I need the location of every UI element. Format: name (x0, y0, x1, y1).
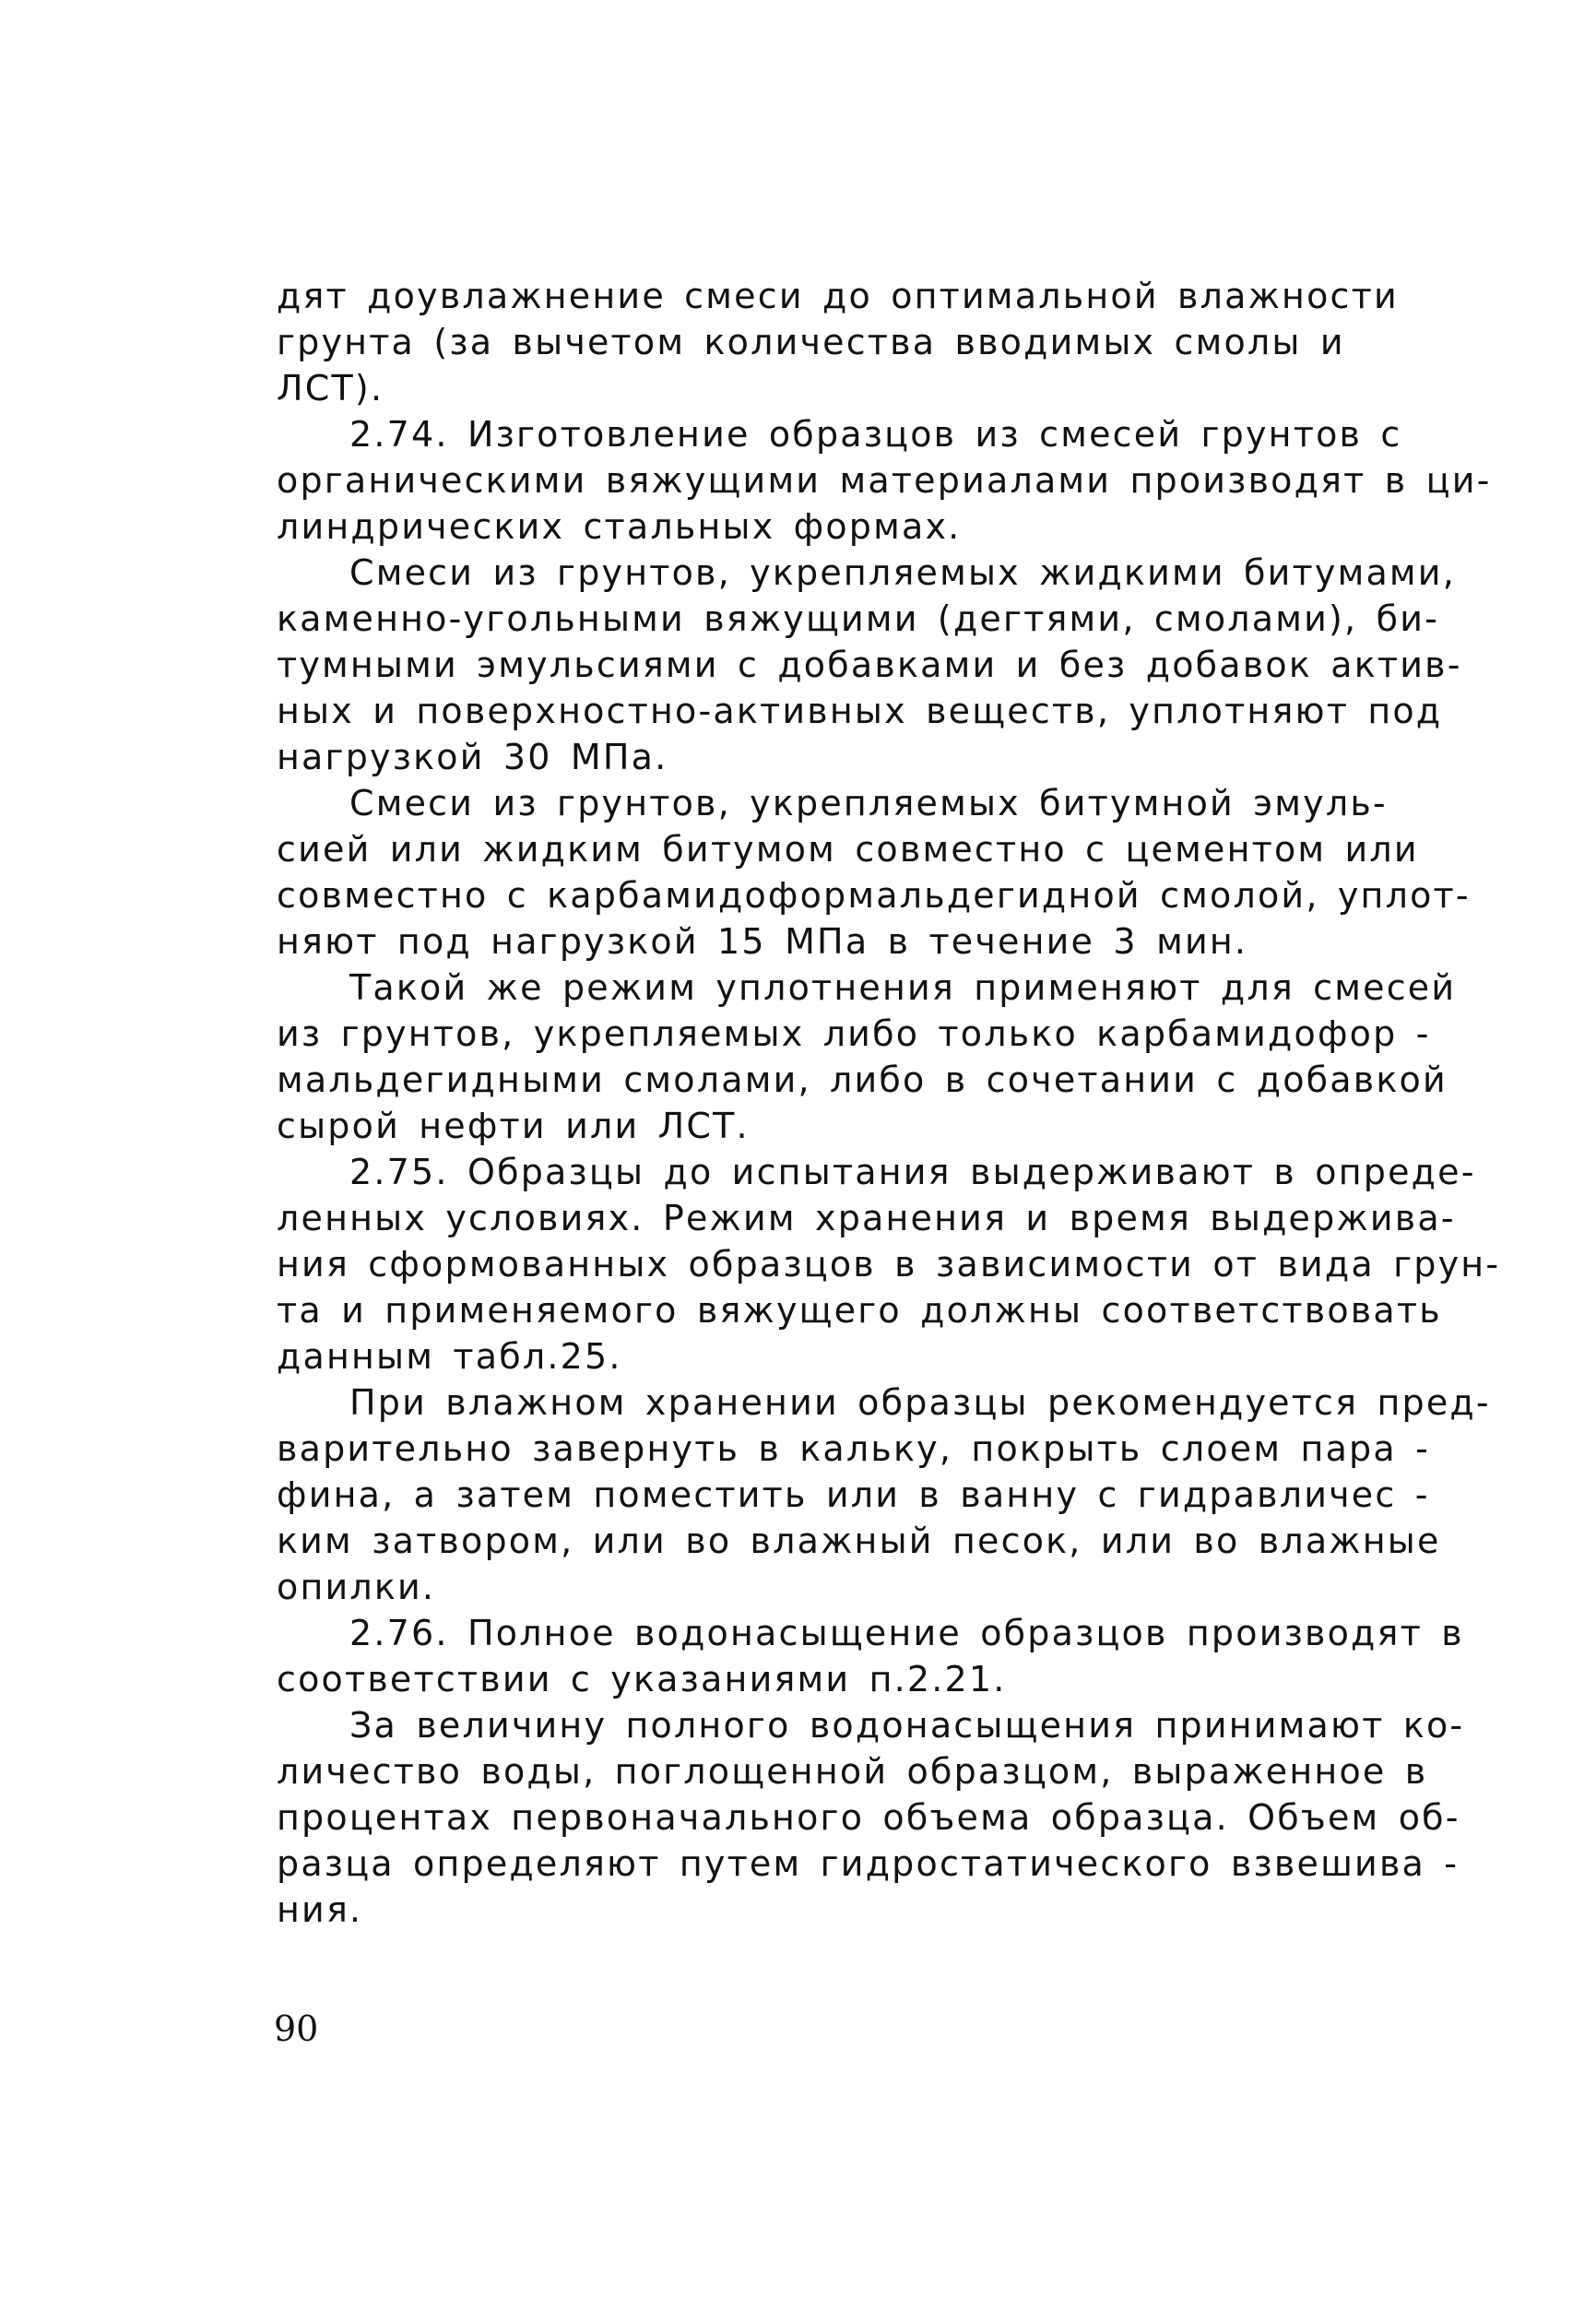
text-line: разца определяют путем гидростатического взвешива - (277, 1843, 1460, 1884)
text-line: фина, а затем поместить или в ванну с гидравличес - (277, 1474, 1430, 1515)
text-line: из грунтов, укрепляемых либо только карбамидофор - (277, 1013, 1431, 1054)
paragraph-start: Смеси из грунтов, укрепляемых жидкими битумами, (349, 552, 1456, 593)
text-line: ленных условиях. Режим хранения и время выдержива- (277, 1198, 1456, 1238)
text-line: дят доувлажнение смеси до оптимальной влажности (277, 276, 1399, 316)
text-line: ким затвором, или во влажный песок, или во влажные (277, 1521, 1441, 1561)
paragraph-2-75-start: 2.75. Образцы до испытания выдерживают в опреде- (349, 1152, 1476, 1192)
text-line: каменно-угольными вяжущими (дегтями, смолами), би- (277, 598, 1440, 639)
body-text (277, 273, 1503, 1933)
text-line: ЛСТ). (277, 368, 384, 408)
paragraph-2-76-start: 2.76. Полное водонасыщение образцов производят в (349, 1613, 1464, 1653)
text-line: соответствии с указаниями п.2.21. (277, 1659, 1007, 1699)
text-line: линдрических стальных формах. (277, 506, 962, 547)
text-line: сырой нефти или ЛСТ. (277, 1106, 750, 1146)
text-line: ных и поверхностно-активных веществ, уплотняют под (277, 691, 1443, 731)
text-line: ния сформованных образцов в зависимости от вида грун- (277, 1244, 1501, 1285)
paragraph-2-74-start: 2.74. Изготовление образцов из смесей грунтов с (349, 414, 1402, 455)
paragraph-start: Смеси из грунтов, укрепляемых битумной эмуль- (349, 783, 1388, 823)
text-line: варительно завернуть в кальку, покрыть слоем пара - (277, 1428, 1431, 1469)
page-number: 90 (274, 2008, 319, 2049)
text-line: совместно с карбамидоформальдегидной смолой, уплот- (277, 875, 1471, 916)
text-line: тумными эмульсиями с добавками и без добавок актив- (277, 645, 1462, 685)
text-line: нагрузкой 30 МПа. (277, 737, 668, 777)
text-line: ния. (277, 1889, 363, 1930)
paragraph-start: За величину полного водонасыщения принимают ко- (349, 1705, 1465, 1746)
text-line: грунта (за вычетом количества вводимых смолы и (277, 322, 1345, 362)
text-line: та и применяемого вяжущего должны соответствовать (277, 1290, 1442, 1331)
paragraph-start: При влажном хранении образцы рекомендуется пред- (349, 1382, 1491, 1423)
text-line: процентах первоначального объема образца. Объем об- (277, 1797, 1460, 1838)
text-line: опилки. (277, 1567, 436, 1607)
paragraph-start: Такой же режим уплотнения применяют для смесей (349, 967, 1457, 1008)
text-line: сией или жидким битумом совместно с цементом или (277, 829, 1419, 870)
text-line: мальдегидными смолами, либо в сочетании с добавкой (277, 1060, 1448, 1100)
text-line: личество воды, поглощенной образцом, выраженное в (277, 1751, 1428, 1792)
text-line: органическими вяжущими материалами производят в ци- (277, 460, 1492, 501)
text-line: няют под нагрузкой 15 МПа в течение 3 мин. (277, 921, 1248, 962)
text-line: данным табл.25. (277, 1336, 622, 1377)
